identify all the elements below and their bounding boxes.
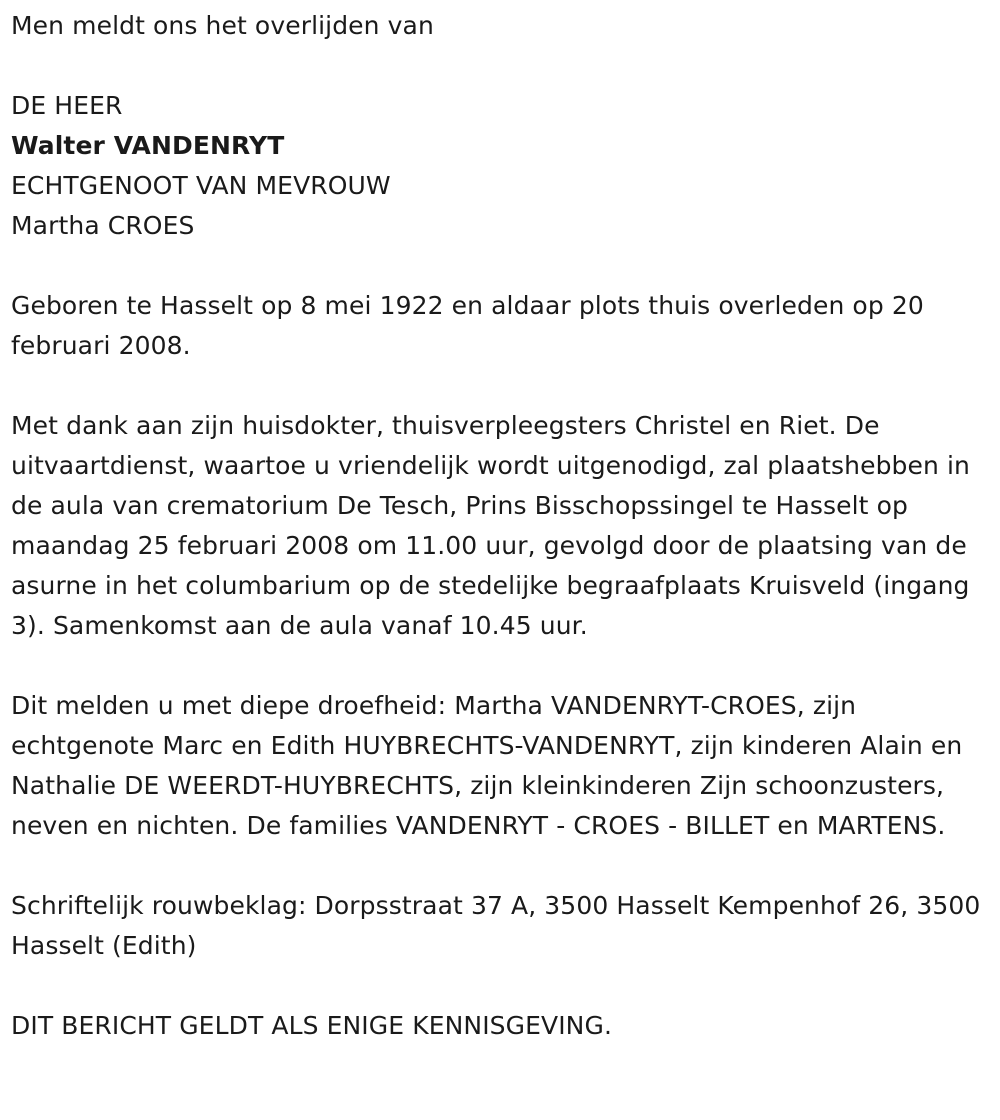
service-paragraph: Met dank aan zijn huisdokter, thuisverpleegsters Christel en Riet. De uitvaartdienst, waartoe u vriendelijk wordt uitgenodigd, zal plaatshebben in de aula van crematorium De Tesch, Prins Bisschopssingel te Hasselt op maandag 25 februari 2008 om 11.00 uur, gevolgd door de plaatsing van de asurne in het columbarium op de stedelijke begraafplaats Kruisveld (ingang 3). Samenkomst aan de aula vanaf 10.45 uur.	[11, 411, 970, 640]
obituary-notice	[11, 6, 995, 1046]
birth-death-paragraph: Geboren te Hasselt op 8 mei 1922 en aldaar plots thuis overleden op 20 februari 2008.	[11, 291, 924, 360]
spouse-label: ECHTGENOOT VAN MEVROUW	[11, 171, 391, 200]
deceased-name: Walter VANDENRYT	[11, 131, 285, 160]
condolences-paragraph: Schriftelijk rouwbeklag: Dorpsstraat 37 A, 3500 Hasselt Kempenhof 26, 3500 Hasselt (Edith)	[11, 891, 981, 960]
notice-text: DIT BERICHT GELDT ALS ENIGE KENNISGEVING.	[11, 1011, 612, 1040]
title-prefix: DE HEER	[11, 91, 123, 120]
spacer	[11, 46, 995, 86]
family-paragraph: Dit melden u met diepe droefheid: Martha VANDENRYT-CROES, zijn echtgenote Marc en Edith HUYBRECHTS-VANDENRYT, zijn kinderen Alain en Nathalie DE WEERDT-HUYBRECHTS, zijn kleinkinderen Zijn schoonzusters, neven en nichten. De families VANDENRYT - CROES - BILLET en MARTENS.	[11, 691, 963, 840]
spacer	[11, 246, 995, 286]
spacer	[11, 966, 995, 1006]
intro-text: Men meldt ons het overlijden van	[11, 11, 434, 40]
spacer	[11, 846, 995, 886]
spouse-name: Martha CROES	[11, 211, 195, 240]
spacer	[11, 366, 995, 406]
spacer	[11, 646, 995, 686]
